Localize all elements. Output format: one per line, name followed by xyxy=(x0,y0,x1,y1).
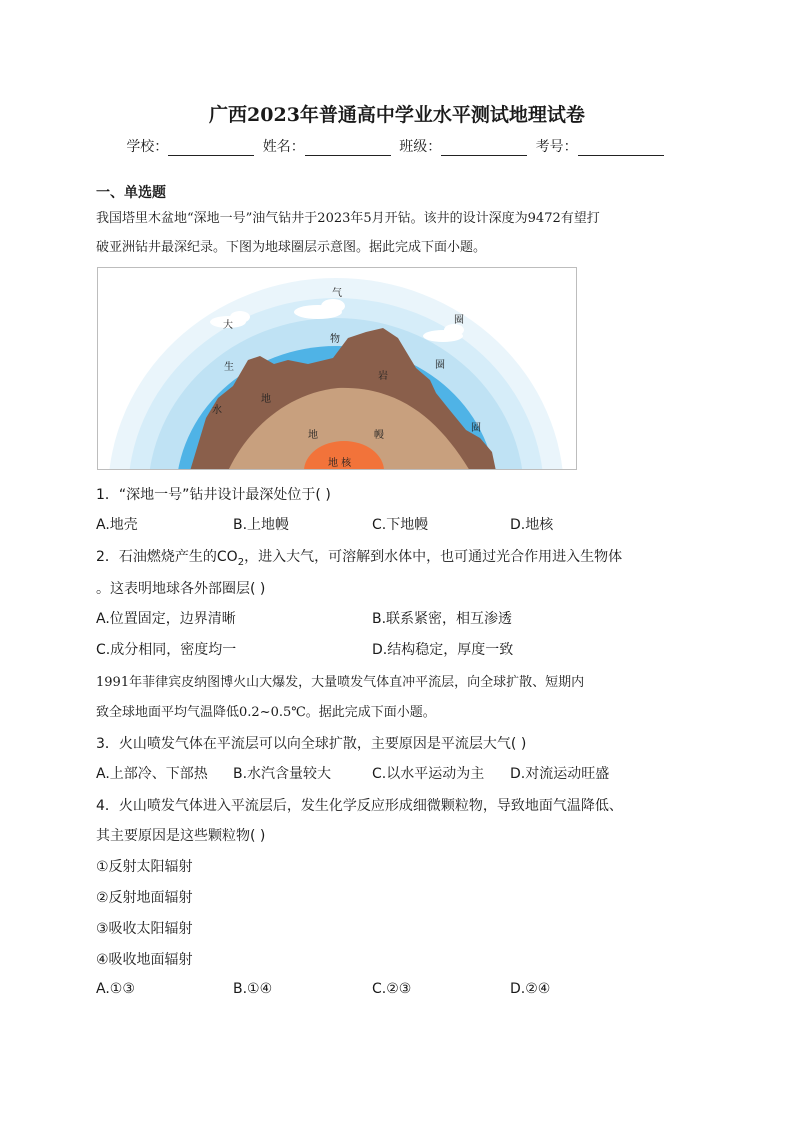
label-da: 大 xyxy=(223,320,233,331)
q4-option-a[interactable]: A.①③ xyxy=(96,981,135,997)
label-di-crust: 地 xyxy=(261,394,271,405)
class-blank[interactable] xyxy=(441,141,527,156)
passage1-line2: 破亚洲钻井最深纪录。下图为地球圈层示意图。据此完成下面小题。 xyxy=(96,240,487,255)
q4-statement-2: ②反射地面辐射 xyxy=(96,890,193,906)
q2-stem-line1 xyxy=(96,546,622,568)
q4-option-d[interactable]: D.②④ xyxy=(510,981,551,997)
label-mantle-man: 幔 xyxy=(374,430,384,441)
q3-option-a[interactable]: A.上部冷、下部热 xyxy=(96,766,208,782)
passage2-line2: 致全球地面平均气温降低0.2~0.5℃。据此完成下面小题。 xyxy=(96,705,436,720)
label-core: 地 核 xyxy=(328,458,352,469)
q2-stem-post: ，进入大气，可溶解到水体中，也可通过光合作用进入生物体 xyxy=(244,549,623,565)
passage2-line1: 1991年菲律宾皮纳图博火山大爆发，大量喷发气体直冲平流层，向全球扩散、短期内 xyxy=(96,675,585,690)
school-blank[interactable] xyxy=(168,141,254,156)
label-quan-3: 圈 xyxy=(471,423,481,434)
label-quan-1: 圈 xyxy=(454,315,464,326)
q2-stem-sub: 2 xyxy=(237,556,245,568)
q1-option-a[interactable]: A.地壳 xyxy=(96,517,138,533)
class-label: 班级： xyxy=(399,139,442,155)
q2-option-d[interactable]: D.结构稳定，厚度一致 xyxy=(372,642,514,658)
exam-no-label: 考号： xyxy=(535,139,578,155)
q4-statement-1: ①反射太阳辐射 xyxy=(96,859,193,875)
exam-no-blank[interactable] xyxy=(578,141,664,156)
name-blank[interactable] xyxy=(305,141,391,156)
q4-option-b[interactable]: B.①④ xyxy=(233,981,273,997)
earth-spheres-svg xyxy=(98,268,577,470)
q2-option-b[interactable]: B.联系紧密，相互渗透 xyxy=(372,611,513,627)
school-label: 学校： xyxy=(126,139,169,155)
q2-stem-pre: 2．石油燃烧产生的CO xyxy=(96,549,238,565)
q1-option-d[interactable]: D.地核 xyxy=(510,517,554,533)
q2-option-a[interactable]: A.位置固定，边界清晰 xyxy=(96,611,236,627)
q4-statement-3: ③吸收太阳辐射 xyxy=(96,921,193,937)
section-heading: 一、单选题 xyxy=(96,185,166,201)
cloud xyxy=(321,299,345,313)
earth-spheres-diagram xyxy=(97,267,577,470)
label-sheng: 生 xyxy=(224,362,234,373)
q3-stem: 3．火山喷发气体在平流层可以向全球扩散，主要原因是平流层大气( ) xyxy=(96,736,527,752)
q4-stem-line2: 其主要原因是这些颗粒物( ) xyxy=(96,828,266,844)
q1-option-b[interactable]: B.上地幔 xyxy=(233,517,290,533)
q3-option-c[interactable]: C.以水平运动为主 xyxy=(372,766,485,782)
q4-statement-4: ④吸收地面辐射 xyxy=(96,952,193,968)
label-wu: 物 xyxy=(330,334,340,345)
label-mantle-di: 地 xyxy=(308,430,318,441)
q1-stem: 1．“深地一号”钻井设计最深处位于( ) xyxy=(96,487,331,503)
label-quan-2: 圈 xyxy=(435,360,445,371)
q1-option-c[interactable]: C.下地幔 xyxy=(372,517,429,533)
q2-stem-line2: 。这表明地球各外部圈层( ) xyxy=(96,581,266,597)
label-qi: 气 xyxy=(332,288,342,299)
q2-option-c[interactable]: C.成分相同，密度均一 xyxy=(96,642,237,658)
q4-stem-line1: 4．火山喷发气体进入平流层后，发生化学反应形成细微颗粒物，导致地面气温降低、 xyxy=(96,798,623,814)
passage1-line1: 我国塔里木盆地“深地一号”油气钻井于2023年5月开钻。该井的设计深度为9472有望打 xyxy=(96,211,600,226)
label-shui: 水 xyxy=(212,405,222,416)
name-label: 姓名： xyxy=(262,139,305,155)
q3-option-b[interactable]: B.水汽含量较大 xyxy=(233,766,332,782)
student-info-line xyxy=(0,136,794,156)
label-yan: 岩 xyxy=(378,371,388,382)
q3-option-d[interactable]: D.对流运动旺盛 xyxy=(510,766,610,782)
page-title: 广西2023年普通高中学业水平测试地理试卷 xyxy=(209,104,585,126)
cloud xyxy=(230,311,250,323)
q4-option-c[interactable]: C.②③ xyxy=(372,981,412,997)
